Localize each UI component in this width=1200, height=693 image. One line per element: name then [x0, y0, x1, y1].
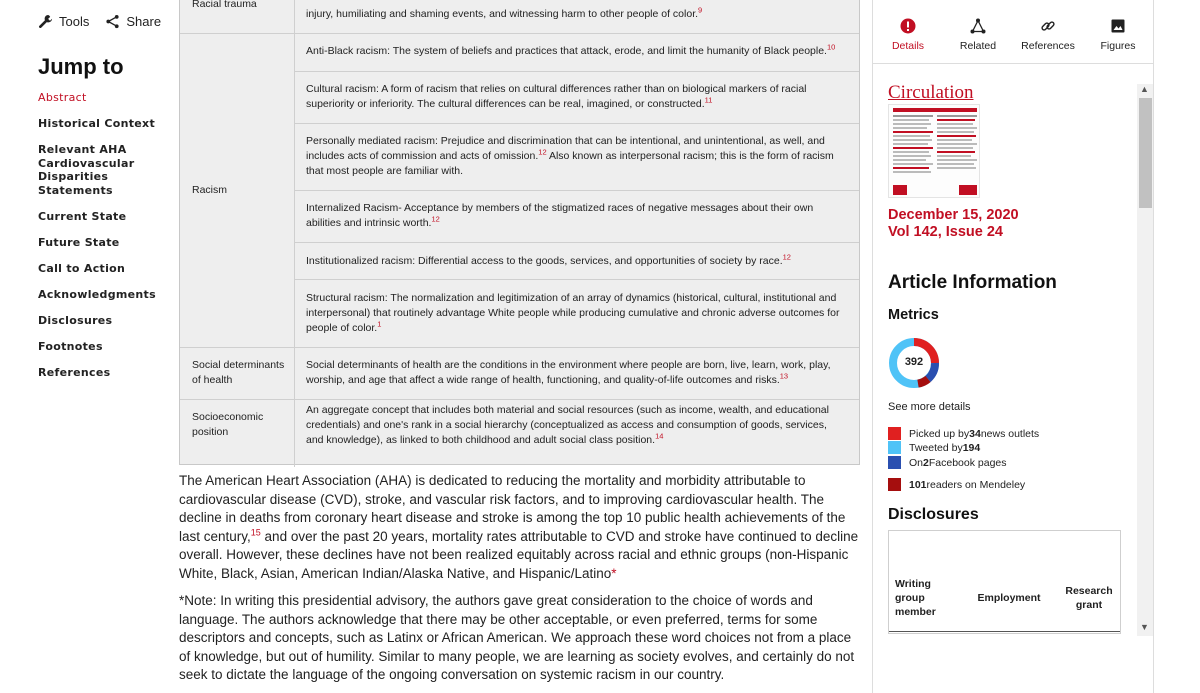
- network-icon: [970, 18, 986, 34]
- table-row: [295, 123, 859, 190]
- stat-text: On: [909, 456, 924, 469]
- altmetric-score: 392: [904, 356, 924, 368]
- citation-ref[interactable]: 15: [250, 527, 261, 537]
- journal-title[interactable]: Circulation: [888, 82, 974, 103]
- citation-ref[interactable]: 12: [782, 252, 791, 262]
- tab-related[interactable]: [943, 0, 1013, 63]
- citation-ref[interactable]: 10: [826, 42, 836, 52]
- citation-ref[interactable]: 11: [704, 95, 713, 105]
- stat-count: 194: [962, 441, 981, 454]
- disclosures-table: [888, 530, 1121, 634]
- column-divider: [294, 400, 295, 467]
- stat-text: Tweeted by: [909, 441, 963, 454]
- definition-cultural-racism: [306, 82, 846, 112]
- article-side-panel: [872, 0, 1154, 693]
- stat-count: 2: [923, 456, 929, 469]
- column-header: Research grant: [1065, 585, 1113, 611]
- issue-volume: Vol 142, Issue 24: [888, 224, 1003, 240]
- paragraph-text: and over the past 20 years, mortality rates attributable to CVD and stroke have continued to decline overall. However, these declines have not been realized equitably across racial and ethnic groups (non-Hispanic White, Black, Asian, American Indian/Alaska Native, and Hispanic/Latino: [179, 528, 859, 581]
- tools-button[interactable]: [38, 14, 89, 29]
- definition-text: Personally mediated racism: Prejudice and discrimination that can be intentional, and unintentional, as well, and includes acts of commission and acts of omission.: [306, 135, 825, 162]
- stat-news: [888, 427, 1039, 440]
- table-row: [180, 347, 859, 399]
- definition-text: An aggregate concept that includes both material and social resources (such as income, wealth, and educational credentials) and one's rank in a social hierarchy (conceptualized as access and consumption of goods, services, and knowledge), as linked to both childhood and adult social class position.: [306, 404, 829, 446]
- stat-twitter: [888, 441, 980, 454]
- paragraph-text: The American Heart Association (AHA) is dedicated to reducing the mortality and morbidity attributable to cardiovascular disease (CVD), stroke, and vascular risk factors, and to improving cardiovascular health. The decline in deaths from coronary heart disease and stroke is among the top 10 public health achievements of the last century,: [179, 473, 846, 544]
- tab-figures[interactable]: [1083, 0, 1153, 63]
- metrics-heading: Metrics: [888, 307, 939, 323]
- citation-ref[interactable]: 13: [779, 371, 789, 381]
- scroll-thumb[interactable]: [1139, 98, 1152, 208]
- wrench-icon: [38, 14, 53, 29]
- tab-label: Figures: [1100, 40, 1136, 52]
- toc-abstract[interactable]: Abstract: [38, 91, 87, 104]
- definition-racial-trauma: [306, 7, 846, 22]
- share-button[interactable]: [105, 14, 161, 29]
- jump-to-nav: [38, 91, 168, 392]
- stat-count: 101: [909, 478, 927, 491]
- tab-references[interactable]: [1013, 0, 1083, 63]
- mendeley-swatch: [888, 478, 901, 491]
- issue-date: December 15, 2020: [888, 207, 1019, 223]
- link-icon: [1040, 18, 1056, 34]
- definition-text: Structural racism: The normalization and legitimization of an array of dynamics (historical, cultural, institutional and interpersonal) that routinely advantage White people while producing cumulative and chronic adverse outcomes for people of color.: [306, 292, 840, 334]
- panel-tabs: [873, 0, 1153, 64]
- citation-ref[interactable]: 1: [377, 319, 382, 329]
- toc-call-to-action[interactable]: Call to Action: [38, 261, 126, 275]
- table-row: [295, 242, 859, 279]
- definition-structural-racism: [306, 291, 846, 336]
- jump-to-heading: Jump to: [38, 54, 124, 79]
- tab-label: Related: [959, 40, 997, 52]
- term-racial-trauma: Racial trauma: [192, 0, 257, 10]
- definition-text: Anti-Black racism: The system of beliefs and practices that attack, erode, and limit the humanity of Black people.: [306, 45, 827, 57]
- stat-text: Picked up by: [909, 427, 970, 440]
- news-swatch: [888, 427, 901, 440]
- toc-footnotes[interactable]: Footnotes: [38, 339, 103, 353]
- article-note-paragraph: *Note: In writing this presidential advisory, the authors gave great consideration to the choice of words and language. The authors acknowledge that there may be other acceptable, or even preferred, terms for some descriptors and concepts, such as Latinx or African American. We approach these word choices not from a place of knowledge, but out of humility. Similar to many people, we are learning as society evolves, and certainly do not seek to dictate the language of the ongoing conversation on systemic racism in our country.: [179, 593, 855, 682]
- table-row: [180, 33, 859, 71]
- citation-ref[interactable]: 12: [431, 214, 440, 224]
- citation-ref[interactable]: 12: [538, 147, 547, 157]
- term-social-determinants: Social determinants of health: [192, 359, 285, 386]
- definition-social-determinants: [306, 358, 846, 388]
- stat-text: readers on Mendeley: [926, 478, 1026, 491]
- citation-ref[interactable]: 14: [655, 431, 664, 441]
- stat-text: Facebook pages: [928, 456, 1007, 469]
- term-socioeconomic-position: Socioeconomic position: [192, 411, 264, 438]
- table-row: [295, 279, 859, 347]
- toc-acknowledgments[interactable]: Acknowledgments: [38, 287, 156, 301]
- definition-institutionalized-racism: [306, 254, 846, 269]
- info-icon: [900, 18, 916, 34]
- tab-label: References: [1021, 40, 1075, 52]
- definition-internalized-racism: [306, 201, 846, 231]
- header-rule: [889, 631, 1120, 632]
- footnote-marker[interactable]: *: [611, 565, 617, 581]
- left-sidebar: [0, 0, 170, 693]
- journal-cover-image[interactable]: [888, 104, 980, 198]
- toc-references[interactable]: References: [38, 365, 111, 379]
- definition-text: Also known as interpersonal racism; this is the form of racism that most people are familiar with.: [306, 150, 834, 177]
- toc-relevant-statements[interactable]: Relevant AHA Cardiovascular Disparities Statements: [38, 143, 135, 197]
- definition-text: Social determinants of health are the conditions in the environment where people are born, live, learn, work, play, worship, and age that affect a wide range of health, functioning, and quality-of-life outcomes and risks.: [306, 359, 831, 386]
- toc-historical-context[interactable]: Historical Context: [38, 117, 156, 130]
- table-row: [295, 190, 859, 242]
- term-racism: Racism: [192, 184, 228, 196]
- definition-socioeconomic-position: [306, 403, 846, 448]
- table-row: [180, 399, 859, 466]
- citation-ref[interactable]: 9: [698, 5, 703, 15]
- column-header: Employment: [977, 592, 1041, 604]
- definition-anti-black-racism: [306, 44, 846, 59]
- article-toolbar: [38, 14, 161, 29]
- column-header: Writing group member: [895, 578, 936, 618]
- panel-scrollbar[interactable]: [1137, 84, 1153, 636]
- tab-label: Details: [891, 40, 925, 52]
- tab-details[interactable]: [873, 0, 943, 63]
- definition-text: Institutionalized racism: Differential access to the goods, services, and opportunities of society by race.: [306, 255, 783, 267]
- article-paragraph: [179, 472, 859, 583]
- share-label: Share: [126, 14, 162, 29]
- share-icon: [105, 14, 120, 29]
- image-icon: [1110, 18, 1126, 34]
- tools-label: Tools: [59, 14, 90, 29]
- scroll-up-icon[interactable]: ▲: [1140, 84, 1149, 94]
- definition-text: Cultural racism: A form of racism that relies on cultural differences rather than on biological markers of racial superiority or inferiority. The cultural differences can be real, imagined, or constructed.: [306, 83, 807, 110]
- stat-count: 34: [969, 427, 981, 440]
- article-information-heading: Article Information: [888, 272, 1057, 293]
- stat-mendeley: [888, 478, 1025, 491]
- stat-text: news outlets: [980, 427, 1040, 440]
- definition-text: injury, humiliating and shaming events, and witnessing harm to other people of color.: [306, 8, 699, 20]
- column-divider: [294, 348, 295, 400]
- see-more-details-link[interactable]: See more details: [888, 401, 971, 413]
- disclosures-heading: Disclosures: [888, 506, 979, 523]
- toc-current-state[interactable]: Current State: [38, 209, 127, 223]
- definitions-table: [179, 0, 860, 465]
- altmetric-badge[interactable]: [888, 337, 940, 389]
- column-divider: [294, 0, 295, 33]
- stat-facebook: [888, 456, 1007, 469]
- scroll-down-icon[interactable]: ▼: [1140, 622, 1149, 632]
- definition-text: Internalized Racism- Acceptance by members of the stigmatized races of negative messages about their own abilities and intrinsic worth.: [306, 202, 814, 229]
- definition-personally-mediated-racism: [306, 134, 846, 179]
- facebook-swatch: [888, 456, 901, 469]
- twitter-swatch: [888, 441, 901, 454]
- toc-future-state[interactable]: Future State: [38, 235, 120, 249]
- toc-disclosures[interactable]: Disclosures: [38, 313, 113, 327]
- table-row: [295, 71, 859, 123]
